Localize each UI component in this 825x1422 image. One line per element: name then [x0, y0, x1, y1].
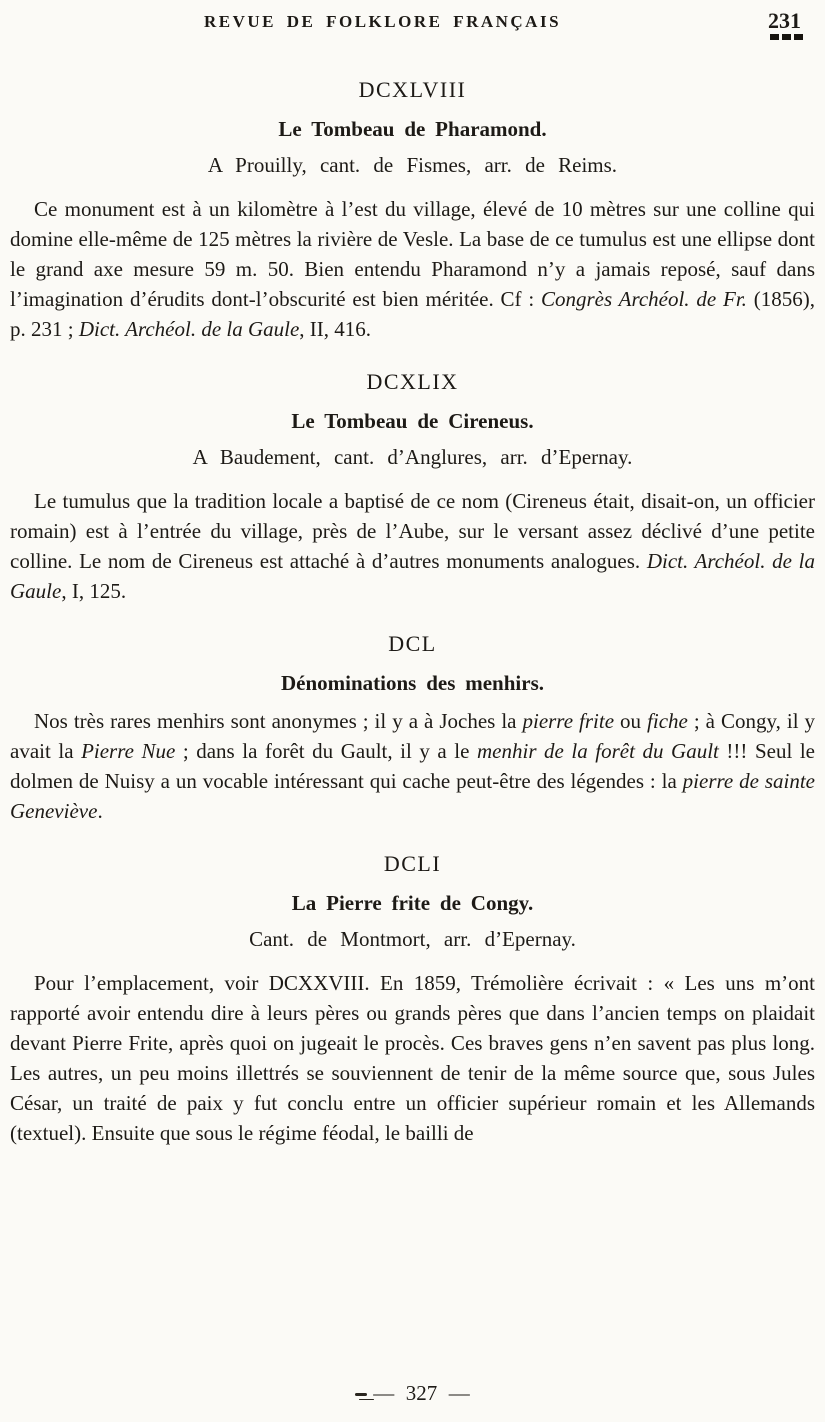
text-run: fiche: [647, 709, 688, 733]
text-run: ; à Congy, il y avait la: [10, 709, 816, 763]
text-run: menhir de la forêt du Gault: [477, 739, 719, 763]
text-run: Pour l’emplacement, voir DCXXVIII. En 1859, Trémolière écrivait : « Les uns m’ont rapporté avoir entendu dire à leurs pères ou grands pères que dans l’ancien temps on plaidait devant Pierre Frite, après quoi on jugeait le procès. Ces braves gens n’en savent pas plus long. Les autres, un peu moins illettrés se souviennent de tenir de la même source que, sous Jules César, un traité de paix y fut conclu entre un officier supérieur romain et les Allemands (textuel). Ensuite que sous le régime féodal, le bailli de: [10, 971, 815, 1145]
entry-dcxlviii: [10, 52, 815, 344]
entry-paragraph: [10, 486, 815, 606]
text-run: Pierre Nue: [81, 739, 176, 763]
entry-title: Le Tombeau de Pharamond.: [278, 117, 547, 141]
text-run: pierre frite: [522, 709, 615, 733]
entry-location: Cant. de Montmort, arr. d’Epernay.: [249, 927, 576, 951]
entry-number: DCXLVIII: [358, 77, 467, 102]
entry-paragraph: [10, 194, 815, 344]
entry-number: DCLI: [383, 851, 442, 876]
text-run: Dict. Archéol. de la Gaule: [10, 549, 815, 603]
text-run: Congrès Archéol. de Fr.: [541, 287, 747, 311]
text-run: .: [97, 799, 103, 823]
text-run: Le tumulus que la tradition locale a baptisé de ce nom (Cireneus était, disait-on, un officier romain) est à l’entrée du village, près de l’Aube, sur le versant assez déclivé d’une petite colline. Le nom de Cireneus est attaché à d’autres monuments analogues.: [10, 489, 815, 573]
text-run: ou: [614, 709, 648, 733]
entry-title: Dénominations des menhirs.: [280, 671, 544, 695]
footer-page-number: — 327 —: [373, 1381, 470, 1405]
text-run: Dict. Archéol. de la Gaule: [78, 317, 300, 341]
entry-title: Le Tombeau de Cireneus.: [291, 409, 534, 433]
text-run: Nos très rares menhirs sont anonymes ; il y a à Joches la: [34, 709, 523, 733]
entry-number: DCXLIX: [366, 369, 459, 394]
entry-paragraph: [10, 968, 815, 1148]
page-footer: [10, 1381, 815, 1422]
text-run: (1856), p. 231 ;: [10, 287, 815, 341]
journal-title: REVUE DE FOLKLORE FRANÇAIS: [203, 12, 562, 31]
text-run: ; dans la forêt du Gault, il y a le: [175, 739, 477, 763]
entry-location: A Prouilly, cant. de Fismes, arr. de Reims.: [207, 153, 618, 177]
entry-location: A Baudement, cant. d’Anglures, arr. d’Epernay.: [192, 445, 633, 469]
ink-speck: [355, 1393, 367, 1396]
entry-dcl: [10, 606, 815, 826]
text-run: pierre de sainte Geneviève: [10, 769, 815, 823]
entry-title: La Pierre frite de Congy.: [291, 891, 534, 915]
page-header: [10, 8, 815, 52]
ink-mark: [770, 34, 803, 40]
text-run: , II, 416.: [299, 317, 372, 341]
entry-dcxlix: [10, 344, 815, 606]
entry-dcli: [10, 826, 815, 1148]
text-run: Ce monument est à un kilomètre à l’est du village, élevé de 10 mètres sur une colline qui domine elle-même de 125 mètres la rivière de Vesle. La base de ce tumulus est une ellipse dont le grand axe mesure 59 m. 50. Bien entendu Pharamond n’y a jamais reposé, sauf dans l’imagination d’érudits dont-l’obscurité est bien méritée. Cf :: [10, 197, 815, 311]
text-run: !!! Seul le dolmen de Nuisy a un vocable intéressant qui cache peut-être des légendes : la: [10, 739, 815, 793]
entry-number: DCL: [388, 631, 437, 656]
text-run: , I, 125.: [61, 579, 127, 603]
header-page-number: 231: [768, 8, 801, 33]
entry-paragraph: [10, 706, 815, 826]
